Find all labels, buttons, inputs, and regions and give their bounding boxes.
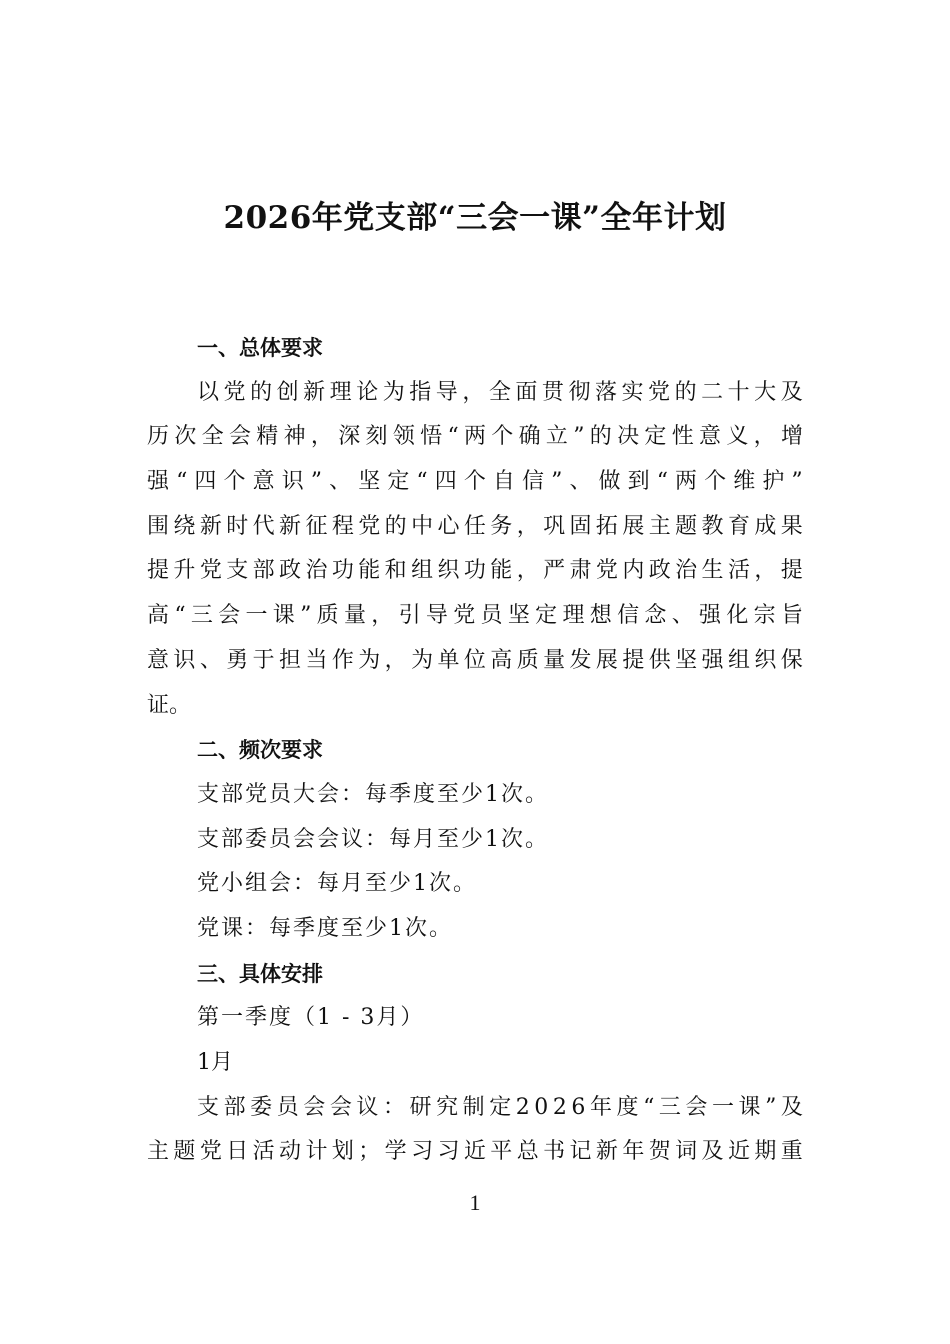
- paragraph-line: 提 升 党 支 部 政 治 功 能 和 组 织 功 能 ， 严 肃 党 内 政 治 生 活 ， 提: [147, 558, 805, 584]
- page-number: 1: [469, 1190, 481, 1215]
- paragraph-line: 围 绕 新 时 代 新 征 程 党 的 中 心 任 务 ， 巩 固 拓 展 主 题 教 育 成 果: [147, 513, 805, 539]
- frequency-item: 党小组会：每月至少1次。: [197, 871, 477, 897]
- frequency-item: 支部党员大会：每季度至少1次。: [197, 781, 549, 807]
- frequency-item: 党课：每季度至少1次。: [197, 915, 453, 941]
- paragraph-line: 历 次 全 会 精 神 ， 深 刻 领 悟 “ 两 个 确 立 ” 的 决 定 性 意 义 ， 增: [147, 424, 805, 450]
- paragraph-line: 证。: [147, 692, 192, 718]
- paragraph-line: 主 题 党 日 活 动 计 划 ； 学 习 习 近 平 总 书 记 新 年 贺 词 及 近 期 重: [147, 1139, 805, 1165]
- document-body: [147, 326, 805, 1175]
- quarter-label: 第一季度（1 - 3月）: [197, 1005, 425, 1031]
- paragraph-line: 以 党 的 创 新 理 论 为 指 导 ， 全 面 贯 彻 落 实 党 的 二 十 大 及: [197, 379, 805, 405]
- section-heading-specific-arrangements: 三、具体安排: [197, 961, 323, 986]
- paragraph-line: 强 “ 四 个 意 识 ” 、 坚 定 “ 四 个 自 信 ” 、 做 到 “ 两 个 维 护 ”: [147, 469, 805, 495]
- month-label: 1月: [197, 1050, 233, 1075]
- frequency-item: 支部委员会会议：每月至少1次。: [197, 826, 549, 852]
- paragraph-line: 意 识 、 勇 于 担 当 作 为 ， 为 单 位 高 质 量 发 展 提 供 坚 强 组 织 保: [147, 647, 805, 673]
- paragraph-line: 高 “ 三 会 一 课 ” 质 量 ， 引 导 党 员 坚 定 理 想 信 念 、 强 化 宗 旨: [147, 603, 805, 629]
- document-title: 2026年党支部“三会一课”全年计划: [223, 200, 727, 236]
- section-heading-overall-requirements: 一、总体要求: [197, 336, 323, 360]
- paragraph-line: 支 部 委 员 会 会 议 ： 研 究 制 定 2 0 2 6 年 度 “ 三 会 一 课 ” 及: [197, 1094, 805, 1120]
- section-heading-frequency-requirements: 二、频次要求: [197, 738, 323, 763]
